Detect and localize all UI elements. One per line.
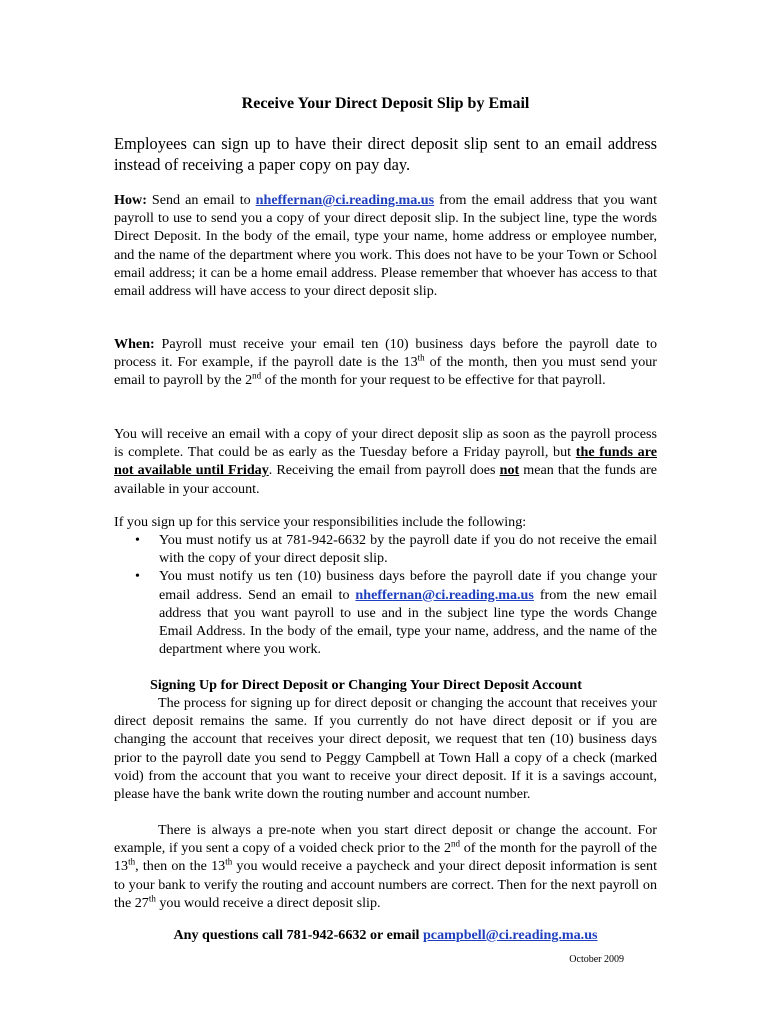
- prenote-sup-c: th: [225, 856, 233, 867]
- prenote-sup-d: th: [148, 893, 156, 904]
- list-item: [114, 567, 657, 658]
- list-item: [114, 531, 657, 567]
- closing-text: Any questions call 781-942-6632 or email: [173, 927, 423, 943]
- receive-text-3: mean that the funds are available in your account.: [114, 462, 657, 497]
- receive-text-2: . Receiving the email from payroll does: [268, 462, 500, 479]
- how-paragraph: [114, 191, 657, 300]
- responsibilities-lead: If you sign up for this service your responsibilities include the following:: [114, 514, 527, 530]
- when-label: When:: [114, 336, 155, 352]
- responsibility-2-text-before: You must notify us ten (10) business days before the payroll date if you change your email address. Send an email to: [159, 568, 657, 603]
- signing-up-paragraph-1: The process for signing up for direct deposit or changing the account that receives your direct deposit remains the same. If you currently do not have direct deposit or if you are changing the account that receives your direct deposit, we request that ten (10) business days prior to the payroll date you send to Peggy Campbell at Town Hall a copy of a check (marked void) from the account that you want to receive your direct deposit. If it is a savings account, please have the bank write down the routing number and account number.: [114, 695, 657, 803]
- how-label: How:: [114, 192, 147, 208]
- nheffernan-email-link[interactable]: nheffernan@ci.reading.ma.us: [255, 192, 435, 208]
- when-text-1: Payroll must receive your email ten (10) business days before the payroll date to process it. For example, if the payroll date is the 13: [114, 336, 657, 371]
- pcampbell-email-link[interactable]: pcampbell@ci.reading.ma.us: [422, 927, 598, 943]
- responsibility-2-text-after: from the new email address that you want payroll to use and in the subject line type the words Change Email Address. In the body of the email, type your name, address, and the name of the department where you work.: [159, 586, 657, 658]
- intro-paragraph: Employees can sign up to have their direct deposit slip sent to an email address instead of receiving a paper copy on pay day.: [114, 134, 657, 174]
- prenote-sup-a: nd: [451, 838, 461, 849]
- prenote-text-a: There is always a pre-note when you start direct deposit or change the account. For example, if you sent a copy of a voided check prior to the 2: [114, 822, 657, 857]
- not-emphasis: not: [499, 462, 520, 479]
- funds-not-available-emphasis: the funds are not available until Friday: [114, 444, 657, 479]
- responsibility-1-text: You must notify us at 781-942-6632 by the payroll date if you do not receive the email with the copy of your direct deposit slip.: [159, 532, 657, 567]
- document-date: October 2009: [569, 954, 624, 965]
- how-text-after: from the email address that you want payroll to use to send you a copy of your direct deposit slip. In the subject line, type the words Direct Deposit. In the body of the email, type your name, home address or employee number, and the name of the department where you work. This does not have to be your Town or School email address; it can be a home email address. Please remember that whoever has access to that email address will have access to your direct deposit slip.: [114, 192, 657, 300]
- closing-line: [114, 926, 657, 944]
- bullet-icon: •: [135, 532, 140, 548]
- bullet-icon: •: [135, 568, 140, 585]
- receive-text-1: You will receive an email with a copy of your direct deposit slip as soon as the payroll process is complete. That could be as early as the Tuesday before a Friday payroll, but: [114, 426, 657, 461]
- prenote-text-c: , then on the 13: [135, 858, 226, 875]
- when-text-3: of the month for your request to be effective for that payroll.: [261, 372, 606, 389]
- nheffernan-email-link-2[interactable]: nheffernan@ci.reading.ma.us: [355, 586, 534, 603]
- prenote-text-b: of the month for the payroll of the 13: [114, 840, 657, 875]
- responsibilities-list: [114, 531, 657, 658]
- document-title: Receive Your Direct Deposit Slip by Email: [241, 95, 530, 112]
- prenote-text-d: you would receive a paycheck and your direct deposit information is sent to your bank to verify the routing and account numbers are correct. Then for the next payroll on the 27: [114, 858, 657, 911]
- when-sup-2: nd: [252, 370, 262, 381]
- signing-up-paragraph-2: [114, 821, 657, 912]
- when-sup-1: th: [417, 352, 425, 363]
- when-paragraph: [114, 335, 657, 390]
- receive-paragraph: [114, 425, 657, 498]
- signing-up-heading: Signing Up for Direct Deposit or Changing Your Direct Deposit Account: [150, 677, 582, 693]
- prenote-sup-b: th: [128, 856, 136, 867]
- when-text-2: of the month, then you must send your email to payroll by the 2: [114, 354, 657, 389]
- how-text-before: Send an email to: [146, 192, 256, 208]
- prenote-text-e: you would receive a direct deposit slip.: [155, 894, 381, 911]
